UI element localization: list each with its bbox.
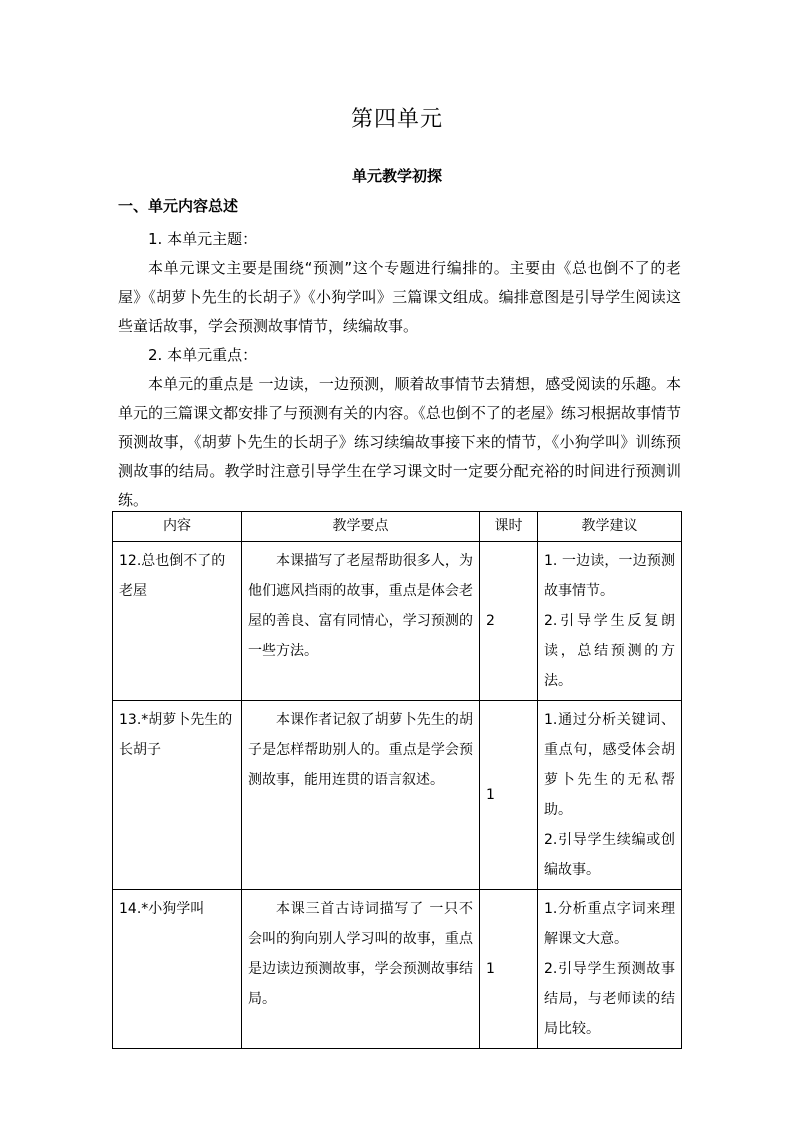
section-heading-overview: 一、单元内容总述 bbox=[118, 197, 239, 215]
suggestion-2: 2.引导学生反复朗读，总结预测的方法。 bbox=[544, 613, 675, 689]
suggestion-1: 1. 一边读，一边预测故事情节。 bbox=[544, 553, 675, 599]
cell-suggestions bbox=[538, 542, 682, 701]
cell-points: 本课描写了老屋帮助很多人，为他们遮风挡雨的故事，重点是体会老屋的善良、富有同情心，学习预测的一些方法。 bbox=[242, 542, 480, 701]
cell-content: 14.*小狗学叫 bbox=[113, 890, 242, 1049]
suggestion-1: 1.分析重点字词来理解课文大意。 bbox=[544, 901, 675, 947]
cell-hours: 2 bbox=[480, 542, 538, 701]
teaching-plan-table bbox=[112, 511, 682, 1049]
focus-paragraph: 本单元的重点是 一边读，一边预测，顺着故事情节去猜想，感受阅读的乐趣。本单元的三篇课文都安排了与预测有关的内容。《总也倒不了的老屋》练习根据故事情节预测故事，《胡萝卜先生的长胡子》练习续编故事接下来的情节，《小狗学叫》训练预测故事的结局。教学时注意引导学生在学习课文时一定要分配充裕的时间进行预测训练。 bbox=[118, 375, 681, 509]
header-points: 教学要点 bbox=[242, 512, 480, 542]
overview-body bbox=[118, 225, 681, 515]
theme-label: 1. 本单元主题： bbox=[148, 230, 258, 248]
suggestion-2: 2.引导学生预测故事结局，与老师读的结局比较。 bbox=[544, 961, 675, 1037]
page-title: 第四单元 bbox=[350, 107, 443, 132]
cell-content: 13.*胡萝卜先生的长胡子 bbox=[113, 701, 242, 890]
suggestion-2: 2.引导学生续编或创编故事。 bbox=[544, 832, 675, 878]
page-subtitle: 单元教学初探 bbox=[351, 167, 442, 185]
table-header-row bbox=[113, 512, 682, 542]
cell-hours: 1 bbox=[480, 890, 538, 1049]
suggestion-1: 1.通过分析关键词、重点句，感受体会胡萝卜先生的无私帮助。 bbox=[544, 712, 675, 818]
table-row bbox=[113, 890, 682, 1049]
header-content: 内容 bbox=[113, 512, 242, 542]
cell-content: 12.总也倒不了的老屋 bbox=[113, 542, 242, 701]
theme-paragraph: 本单元课文主要是围绕“预测”这个专题进行编排的。主要由《总也倒不了的老屋》《胡萝卜先生的长胡子》《小狗学叫》三篇课文组成。编排意图是引导学生阅读这些童话故事，学会预测故事情节，续编故事。 bbox=[118, 259, 681, 335]
cell-hours: 1 bbox=[480, 701, 538, 890]
header-suggestions: 教学建议 bbox=[538, 512, 682, 542]
header-hours: 课时 bbox=[480, 512, 538, 542]
cell-suggestions bbox=[538, 701, 682, 890]
cell-points: 本课作者记叙了胡萝卜先生的胡子是怎样帮助别人的。重点是学会预测故事，能用连贯的语言叙述。 bbox=[242, 701, 480, 890]
table-row bbox=[113, 542, 682, 701]
focus-label: 2. 本单元重点： bbox=[148, 346, 258, 364]
cell-suggestions bbox=[538, 890, 682, 1049]
table-row bbox=[113, 701, 682, 890]
cell-points: 本课三首古诗词描写了 一只不会叫的狗向别人学习叫的故事，重点是边读边预测故事，学会预测故事结局。 bbox=[242, 890, 480, 1049]
